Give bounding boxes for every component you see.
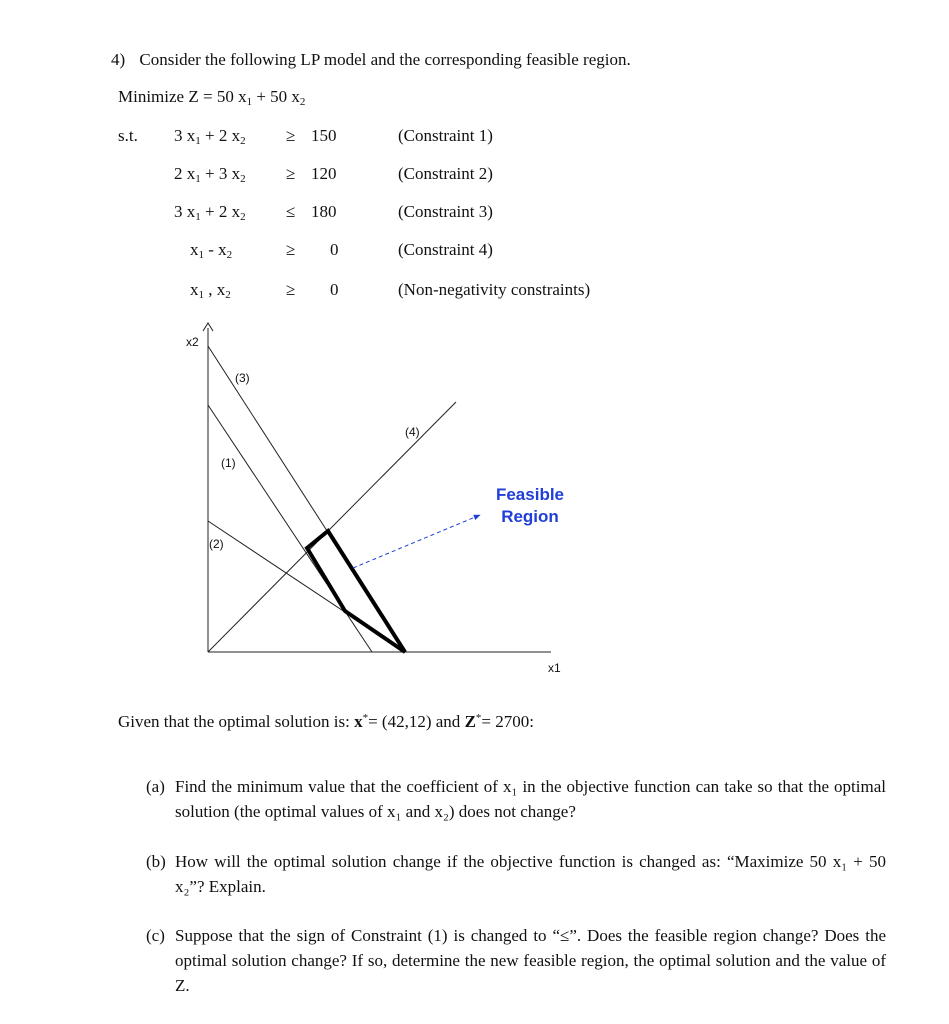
constraint-relation: ≤ [286,202,296,221]
question-b [146,849,886,899]
objective-function: Minimize Z = 50 $x_1 + 50$ $x_2$ [118,87,306,108]
question-c [146,923,886,998]
feasible-region-arrow [353,515,480,568]
constraint-label: (Constraint 2) [398,164,493,183]
question-text: How will the optimal solution change if the objective function is changed as: “Maximize 50 x₁ + 50 x₂”? Explain. [175,852,886,896]
question-text: Find the minimum value that the coefficient of x₁ in the objective function can take so that the optimal solution (the optimal values of x₁ and x₂) does not change? [175,777,886,821]
constraint-lhs: $x_1$ , $x_2$ [190,280,231,301]
x-axis-label: x1 [548,661,561,675]
feasible-region-polygon [307,531,405,652]
constraint-lhs: 3 $x_1 + 2$ $x_2$ [174,126,246,147]
given-statement: Given that the optimal solution is: x*= (42,12) and Z*= 2700: [118,712,534,731]
feasible-region-label: Feasible [495,485,565,504]
problem-intro: Consider the following LP model and the corresponding feasible region. [139,50,631,69]
constraint-label: (Constraint 1) [398,126,493,145]
constraint-4-line [208,402,456,652]
question-a [146,774,886,824]
question-label: (c) [146,926,165,945]
constraint-lhs: 3 $x_1 + 2$ $x_2$ [174,202,246,223]
constraint-rhs: 180 [311,202,337,221]
constraint-label: (Constraint 4) [398,240,493,259]
constraint-rhs: 0 [330,240,339,259]
constraint-rhs: 0 [330,280,339,299]
constraint-relation: ≥ [286,240,296,259]
feasible-region-label-line2: Region [501,507,559,526]
constraint-label: (Non-negativity constraints) [398,280,591,299]
constraint-lhs: $x_1 - x_2$ [190,240,233,261]
constraint-relation: ≥ [286,164,296,183]
line-label-4: (4) [405,425,420,439]
problem-number: 4) [111,50,126,69]
constraint-lhs: 2 $x_1 + 3$ $x_2$ [174,164,246,185]
line-label-1: (1) [221,456,236,470]
question-label: (b) [146,852,166,871]
constraint-relation: ≥ [286,126,296,145]
line-label-2: (2) [209,537,224,551]
question-label: (a) [146,777,165,796]
st-label: s.t. [118,126,138,145]
constraint-rhs: 150 [311,126,337,145]
question-text: Suppose that the sign of Constraint (1) is changed to “≤”. Does the feasible region change? Does the optimal solution change? If so, determine the new feasible region, the optimal solution and the value of Z. [175,926,886,995]
constraint-label: (Constraint 3) [398,202,493,221]
y-axis-label: x2 [186,335,199,349]
constraint-rhs: 120 [311,164,337,183]
constraint-relation: ≥ [286,280,296,299]
line-label-3: (3) [235,371,250,385]
